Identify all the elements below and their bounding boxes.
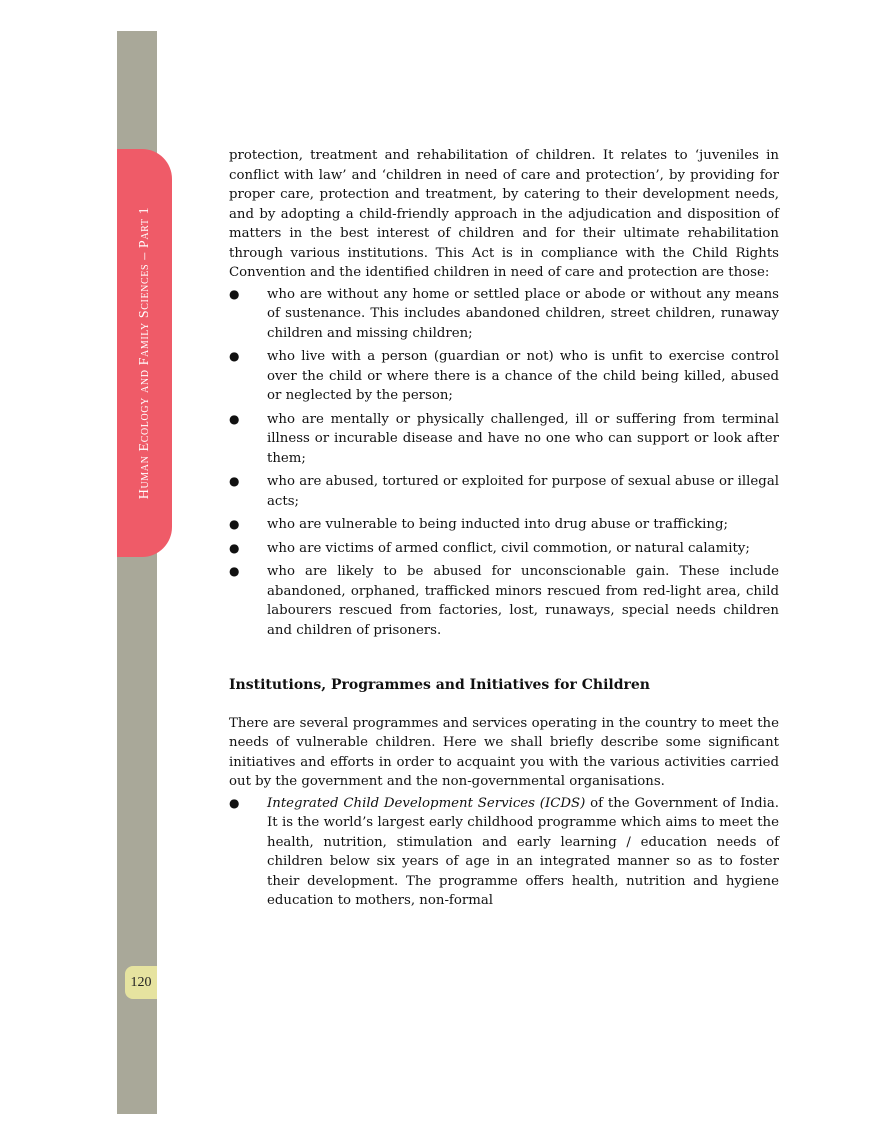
icds-title: Integrated Child Development Services (ICDS) <box>267 795 586 811</box>
intro-paragraph: protection, treatment and rehabilitation of children. It relates to ‘juveniles in conflict with law’ and ‘children in need of care and protection’, by providing for proper care, protection and treatment, by catering to their development needs, and by adopting a child-friendly approach in the adjudication and disposition of matters in the best interest of children and for their ultimate rehabilitation through various institutions. This Act is in compliance with the Child Rights Convention and the identified children in need of care and protection are those: <box>229 148 779 280</box>
bullet-icon: ● <box>229 474 240 488</box>
programmes-paragraph: There are several programmes and services operating in the country to meet the needs of vulnerable children. Here we shall briefly describe some significant initiatives and efforts in order to acquaint you with the various activities carried out by the government and the non-governmental organisations. <box>229 715 779 789</box>
section-heading: Institutions, Programmes and Initiatives for Children <box>229 677 650 693</box>
bullet-icon: ● <box>229 517 240 531</box>
list-item <box>229 515 779 535</box>
list-item <box>229 347 779 406</box>
list-item-text: who are vulnerable to being inducted into drug abuse or trafficking; <box>267 517 728 532</box>
bullet-icon: ● <box>229 564 240 578</box>
bullet-icon: ● <box>229 795 240 810</box>
list-item-text: who are without any home or settled place or abode or without any means of sustenance. This includes abandoned children, street children, runaway children and missing children; <box>267 286 779 341</box>
care-protection-list <box>229 285 779 641</box>
list-item-text: who are victims of armed conflict, civil commotion, or natural calamity; <box>267 540 750 556</box>
running-title: Human Ecology and Family Sciences – Part 1 <box>137 206 152 500</box>
list-item-text: who are likely to be abused for unconscionable gain. These include abandoned, orphaned, trafficked minors rescued from red-light area, child labourers rescued from factories, lost, runaways, special needs children and children of prisoners. <box>267 564 779 638</box>
list-item <box>229 794 779 911</box>
list-item <box>229 410 779 469</box>
bullet-icon: ● <box>229 411 240 426</box>
bullet-icon: ● <box>229 286 240 301</box>
programmes-list <box>229 794 779 911</box>
bullet-icon: ● <box>229 540 240 555</box>
list-item <box>229 285 779 344</box>
icds-text: of the Government of India. It is the world’s largest early childhood programme which aims to meet the health, nutrition, stimulation and early learning / education needs of children below six years of age in an integrated manner so as to foster their development. The programme offers health, nutrition and hygiene education to mothers, non-formal <box>267 795 780 908</box>
page-number: 120 <box>125 966 157 999</box>
list-item-text: who are mentally or physically challenged, ill or suffering from terminal illness or incurable disease and have no one who can support or look after them; <box>267 411 779 466</box>
list-item-text: who live with a person (guardian or not) who is unfit to exercise control over the child or where there is a chance of the child being killed, abused or neglected by the person; <box>267 349 779 403</box>
page-content <box>229 146 779 915</box>
list-item-text: who are abused, tortured or exploited for purpose of sexual abuse or illegal acts; <box>267 474 779 509</box>
list-item <box>229 562 779 640</box>
bullet-icon: ● <box>229 349 240 363</box>
list-item <box>229 539 779 559</box>
list-item <box>229 472 779 511</box>
